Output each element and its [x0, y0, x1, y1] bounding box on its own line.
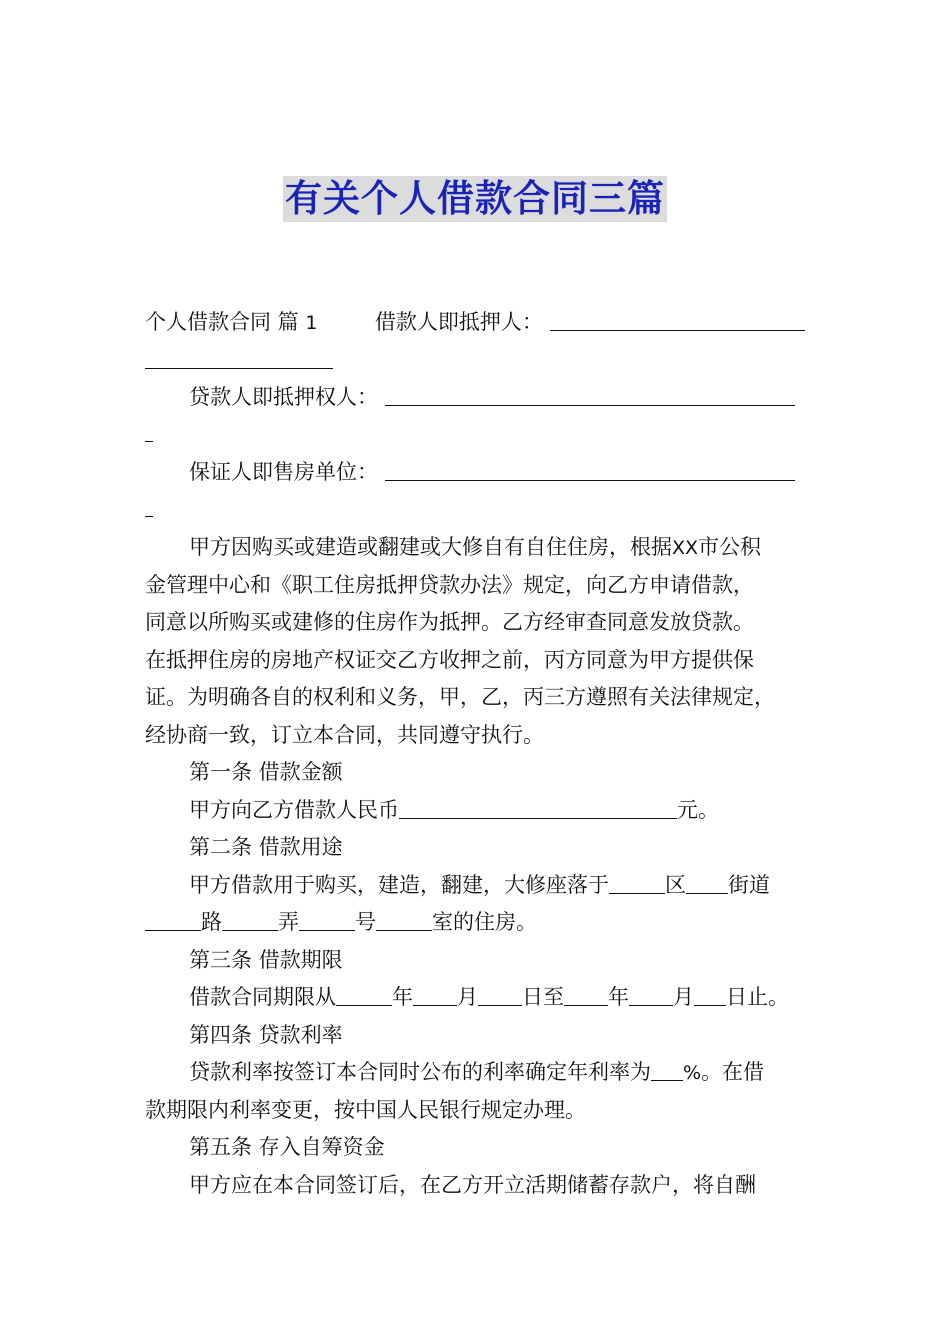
article4-text-b: 。在借 [701, 1060, 765, 1084]
lane-blank [222, 906, 278, 931]
district-label: 区 [665, 872, 686, 897]
article4-text-2: 款期限内利率变更，按中国人民银行规定办理。 [145, 1097, 586, 1122]
article2-heading: 第二条 借款用途 [189, 835, 343, 859]
borrower-blank-continued [145, 342, 810, 380]
article1-heading: 第一条 借款金额 [189, 760, 343, 784]
article2-text-a: 甲方借款用于购买，建造，翻建，大修座落于 [189, 872, 609, 897]
article4-heading: 第四条 贷款利率 [189, 1022, 343, 1047]
article1-text-b: 元。 [677, 797, 719, 822]
start-day-blank [478, 981, 522, 1006]
intro-line-2: 金管理中心和《职工住房抵押贷款办法》规定，向乙方申请借款， [145, 572, 754, 597]
intro-line-3: 同意以所购买或建修的住房作为抵押。乙方经审查同意发放贷款。 [145, 610, 754, 634]
lender-line [145, 379, 810, 417]
road-blank [145, 906, 201, 931]
section-label: 个人借款合同 篇 [145, 310, 299, 334]
end-day-blank [694, 981, 726, 1006]
guarantor-blank-tail [145, 496, 153, 517]
guarantor-blank-continued [145, 492, 810, 530]
article5-text-1: 甲方应在本合同签订后，在乙方开立活期储蓄存款户，将自酬 [189, 1172, 756, 1197]
percent-sign: % [683, 1062, 702, 1084]
rate-blank [651, 1056, 683, 1081]
start-month-label: 月 [457, 985, 478, 1009]
district-blank [609, 869, 665, 894]
city-placeholder: XX [672, 537, 699, 559]
article4-text-1 [145, 1054, 810, 1092]
street-label: 街道 [728, 872, 770, 897]
article3-heading: 第三条 借款期限 [189, 947, 343, 972]
intro-line-4: 在抵押住房的房地产权证交乙方收押之前，丙方同意为甲方提供保 [145, 647, 754, 672]
end-day-label: 日止。 [726, 985, 789, 1009]
header-line [145, 304, 810, 342]
intro-text-1b: 市公积 [698, 535, 762, 559]
number-label: 号 [355, 910, 376, 934]
intro-line-5: 证。为明确各自的权利和义务，甲，乙，丙三方遵照有关法律规定， [145, 685, 775, 709]
borrower-blank-2 [145, 344, 333, 369]
road-label: 路 [201, 910, 222, 934]
start-year-label: 年 [392, 985, 413, 1009]
article2-text-1 [145, 867, 810, 905]
guarantor-label: 保证人即售房单位： [189, 460, 378, 484]
street-blank [686, 869, 728, 894]
lender-label: 贷款人即抵押权人： [189, 385, 378, 409]
article3-text [145, 979, 810, 1017]
article4-text-a: 贷款利率按签订本合同时公布的利率确定年利率为 [189, 1060, 651, 1084]
document-title: 有关个人借款合同三篇 [285, 177, 665, 220]
title-container [0, 176, 950, 222]
section-number: 1 [305, 312, 318, 334]
article2-text-2 [145, 904, 810, 942]
room-blank [376, 906, 432, 931]
intro-line-6: 经协商一致，订立本合同，共同遵守执行。 [145, 722, 544, 747]
lender-blank [385, 381, 795, 406]
lane-label: 弄 [278, 910, 299, 934]
article1-text [145, 792, 810, 830]
article3-text-a: 借款合同期限从 [189, 985, 336, 1009]
guarantor-blank [385, 456, 795, 481]
number-blank [299, 906, 355, 931]
intro-line-1 [145, 529, 810, 567]
start-year-blank [336, 981, 392, 1006]
article5-heading: 第五条 存入自筹资金 [189, 1135, 385, 1159]
end-month-label: 月 [673, 985, 694, 1009]
lender-blank-tail [145, 421, 153, 442]
start-month-blank [413, 981, 457, 1006]
intro-text-1a: 甲方因购买或建造或翻建或大修自有自住住房，根据 [189, 535, 672, 559]
document-body [145, 304, 810, 1204]
amount-blank [399, 794, 677, 819]
end-year-label: 年 [608, 985, 629, 1009]
borrower-blank [550, 306, 805, 331]
start-day-label: 日至 [522, 985, 564, 1009]
guarantor-line [145, 454, 810, 492]
end-month-blank [629, 981, 673, 1006]
room-label: 室的住房。 [432, 910, 537, 934]
article1-text-a: 甲方向乙方借款人民币 [189, 797, 399, 822]
lender-blank-continued [145, 417, 810, 455]
end-year-blank [564, 981, 608, 1006]
borrower-label: 借款人即抵押人： [374, 310, 543, 334]
